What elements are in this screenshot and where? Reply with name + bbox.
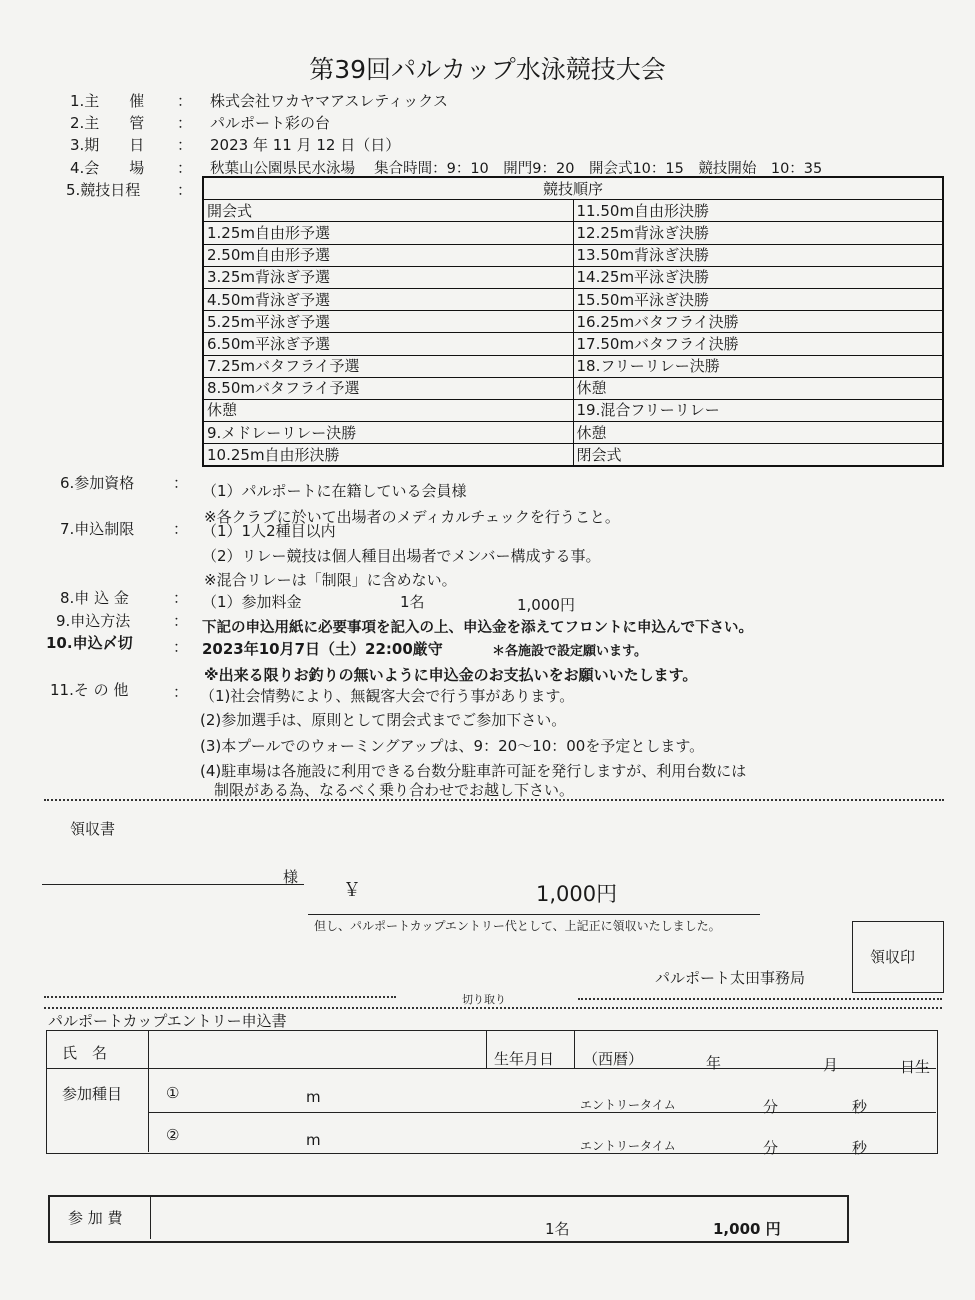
receipt-sama: 様 (283, 868, 299, 886)
schedule-left-item: 6.50m平泳ぎ予選 (203, 333, 573, 355)
schedule-right-item: 休憩 (573, 377, 943, 399)
section-10-note: ＊各施設で設定願います。 (492, 644, 647, 659)
info-colon: ： (173, 520, 189, 538)
schedule-right-item: 17.50mバタフライ決勝 (573, 333, 943, 355)
schedule-right-item: 18.フリーリレー決勝 (573, 355, 943, 377)
birthdate-day: 日生 (900, 1058, 931, 1076)
schedule-right-item: 15.50m平泳ぎ決勝 (573, 288, 943, 310)
receipt-amount-line (308, 914, 760, 915)
cut-label: 切り取り (462, 993, 506, 1006)
info-colon: ： (177, 181, 193, 199)
cut-line-right (578, 998, 942, 1000)
entry-form-vline (486, 1030, 487, 1068)
info-colon: ： (177, 92, 193, 110)
info-colon: ： (177, 159, 193, 177)
section-6-line-2: ※各クラブに於いて出場者のメディカルチェックを行うこと。 (204, 508, 620, 526)
receipt-yen-sign: ￥ (343, 880, 361, 901)
section-9-label: 9.申込方法 (56, 612, 131, 630)
schedule-left-item: 7.25mバタフライ予選 (203, 355, 573, 377)
event-1-min: 分 (763, 1098, 779, 1116)
section-6-line-1: （1）パルポートに在籍している会員様 (202, 482, 467, 500)
section-8-count: 1名 (400, 593, 425, 611)
event-1-marker: ① (166, 1084, 180, 1102)
document-title: 第39回パルカップ水泳競技大会 (309, 55, 666, 84)
divider-dotted (44, 1007, 942, 1009)
section-6-label: 6.参加資格 (60, 474, 135, 492)
section-7-label: 7.申込制限 (60, 520, 135, 538)
event-2-marker: ② (166, 1126, 180, 1144)
info-colon: ： (173, 589, 189, 607)
section-9-line-1: 下記の申込用紙に必要事項を記入の上、申込金を添えてフロントに申込んで下さい。 (202, 620, 753, 636)
schedule-left-item: 10.25m自由形決勝 (203, 444, 573, 467)
section-8-fee-label: （1）参加料金 (202, 593, 302, 611)
section-10-deadline: 2023年10月7日（土）22:00厳守 (202, 640, 443, 658)
fee-amount: 1,000 円 (713, 1220, 781, 1238)
entry-form-title: パルポートカップエントリー申込書 (48, 1012, 287, 1030)
receipt-office: パルポート太田事務局 (655, 969, 806, 987)
fee-count: 1名 (545, 1220, 570, 1238)
info-colon: ： (177, 114, 193, 132)
schedule-left-item: 9.メドレーリレー決勝 (203, 422, 573, 444)
schedule-left-item: 8.50mバタフライ予選 (203, 377, 573, 399)
birthdate-label: 生年月日 (494, 1050, 555, 1068)
schedule-right-item: 19.混合フリーリレー (573, 399, 943, 421)
schedule-left-item: 2.50m自由形予選 (203, 244, 573, 266)
section-11-label: 11.そ の 他 (50, 681, 129, 699)
name-field[interactable] (152, 1034, 482, 1066)
section-11-line-4: (4)駐車場は各施設に利用できる台数分駐車許可証を発行しますが、利用台数には (200, 762, 747, 780)
section-11-line-5: 制限がある為、なるべく乗り合わせでお越し下さい。 (214, 781, 575, 799)
event-1-unit: m (306, 1088, 321, 1106)
schedule-right-item: 14.25m平泳ぎ決勝 (573, 266, 943, 288)
info-value-venue: 秋葉山公園県民水泳場 集合時間：9：10 開門9：20 開会式10：15 競技開始 10：35 (210, 161, 823, 177)
fee-vline (150, 1197, 151, 1239)
fee-label: 参 加 費 (68, 1209, 123, 1227)
info-value-organizer: 株式会社ワカヤマアスレティックス (210, 92, 449, 110)
entry-form-divider (148, 1112, 936, 1113)
receipt-title: 領収書 (70, 820, 116, 838)
receipt-note: 但し、パルポートカップエントリー代として、上記正に領収いたしました。 (314, 919, 721, 933)
section-10-line-3: ※出来る限りお釣りの無いように申込金のお支払いをお願いいたします。 (204, 666, 698, 684)
info-colon: ： (173, 612, 189, 630)
section-10-label: 10.申込〆切 (46, 634, 133, 652)
info-value-manager: パルポート彩の台 (210, 114, 331, 132)
schedule-left-item: 3.25m背泳ぎ予選 (203, 266, 573, 288)
schedule-right-item: 12.25m背泳ぎ決勝 (573, 222, 943, 244)
info-label-manager: 2.主 管 (70, 114, 145, 132)
info-label-venue: 4.会 場 (70, 159, 145, 177)
section-7-line-3: ※混合リレーは「制限」に含めない。 (204, 571, 457, 589)
info-label-date: 3.期 日 (70, 136, 145, 154)
info-value-date: 2023 年 11 月 12 日（日） (210, 136, 401, 154)
entry-form-vline (574, 1030, 575, 1068)
info-colon: ： (173, 638, 189, 656)
info-colon: ： (173, 683, 189, 701)
event-2-unit: m (306, 1131, 321, 1149)
schedule-left-item: 5.25m平泳ぎ予選 (203, 311, 573, 333)
name-label: 氏 名 (62, 1044, 108, 1062)
section-11-line-1: （1)社会情勢により、無観客大会で行う事があります。 (200, 687, 575, 705)
divider-dotted (44, 799, 944, 801)
schedule-right-item: 13.50m背泳ぎ決勝 (573, 244, 943, 266)
event-2-min: 分 (763, 1139, 779, 1157)
info-label-organizer: 1.主 催 (70, 92, 145, 110)
entry-form-vline (148, 1030, 149, 1152)
entry-form-divider (46, 1068, 936, 1069)
section-7-line-1: （1）1人2種目以内 (202, 522, 336, 540)
schedule-header: 競技順序 (203, 177, 943, 200)
birthdate-month: 月 (823, 1056, 839, 1074)
schedule-left-item: 休憩 (203, 399, 573, 421)
schedule-left-item: 1.25m自由形予選 (203, 222, 573, 244)
section-11-line-3: (3)本プールでのウォーミングアップは、9：20～10：00を予定とします。 (200, 737, 705, 755)
event-1-entry-time: エントリータイム (580, 1098, 676, 1112)
section-7-line-2: （2）リレー競技は個人種目出場者でメンバー構成する事。 (202, 547, 601, 565)
cut-line-left (44, 996, 396, 998)
section-8-amount: 1,000円 (517, 596, 575, 614)
section-11-line-2: (2)参加選手は、原則として閉会式までご参加下さい。 (200, 711, 567, 729)
info-colon: ： (173, 474, 189, 492)
schedule-right-item: 11.50m自由形決勝 (573, 200, 943, 222)
schedule-right-item: 閉会式 (573, 444, 943, 467)
schedule-left-item: 4.50m背泳ぎ予選 (203, 288, 573, 310)
receipt-name-line (42, 884, 304, 885)
schedule-right-item: 16.25mバタフライ決勝 (573, 311, 943, 333)
events-label: 参加種目 (62, 1085, 123, 1103)
schedule-table (202, 176, 944, 467)
receipt-amount: 1,000円 (536, 882, 618, 906)
receipt-stamp-label: 領収印 (870, 948, 916, 966)
section-8-label: 8.申 込 金 (60, 589, 129, 607)
schedule-left-item: 開会式 (203, 200, 573, 222)
event-2-sec: 秒 (852, 1139, 868, 1157)
event-2-entry-time: エントリータイム (580, 1139, 676, 1153)
info-colon: ： (177, 136, 193, 154)
event-1-sec: 秒 (852, 1098, 868, 1116)
schedule-right-item: 休憩 (573, 422, 943, 444)
info-label-schedule: 5.競技日程 (66, 181, 141, 199)
birthdate-era: （西暦） (583, 1050, 644, 1068)
birthdate-year: 年 (706, 1054, 722, 1072)
